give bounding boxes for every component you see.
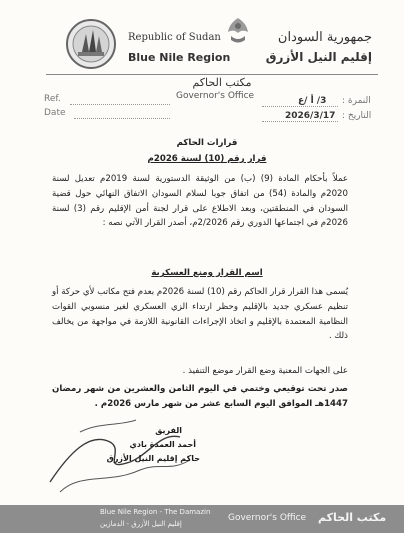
sudan-emblem-icon (226, 16, 250, 46)
decree-issued: صدر تحت توقيعي وختمي في اليوم الثامن والعشرين من شهر رمضان 1447هـ الموافق اليوم السابع عشر من شهر مارس 2026م . (52, 384, 348, 409)
republic-en: Republic of Sudan (128, 32, 221, 43)
footer-region-ar: إقليم النيل الأزرق - الدمازين (100, 520, 182, 528)
ref-label-ar: النمرة : (342, 96, 371, 106)
decree-number: قرار رقم (10) لسنة 2026م (147, 154, 267, 164)
ref-dots-ar (262, 106, 338, 107)
date-label-ar: التاريخ : (342, 111, 372, 121)
decree-clause: يُسمى هذا القرار قرار الحاكم رقم (10) لسنة 2026م بعدم فتح مكاتب لأي حركة أو تنظيم عسكري جديد بالإقليم وحظر ارتداء الزي العسكري لغير منسوبي القوات النظامية المعتمدة بالإقليم و اتخاذ الإجراءات القانونية اللازمة في مواجهة من يخالف ذلك . (52, 287, 349, 342)
signature-block (40, 412, 200, 502)
ref-dots (70, 104, 170, 105)
signer-title: حاكم إقليم النيل الأزرق (106, 454, 200, 463)
region-logo-icon (62, 18, 120, 70)
ref-value: 3/ أ /ع (298, 96, 327, 106)
footer-office-ar: مكتب الحاكم (318, 511, 387, 524)
republic-ar: جمهورية السودان (277, 30, 372, 45)
footer-bar (0, 505, 404, 533)
footer-region-en: Blue Nile Region - The Damazin (100, 508, 211, 516)
date-dots (74, 118, 170, 119)
ref-label: Ref. (44, 94, 61, 104)
decree-title: قرارات الحاكم (176, 138, 238, 148)
office-en: Governor's Office (176, 91, 255, 101)
footer-office-en: Governor's Office (228, 513, 307, 523)
signer-name: أحمد العمدة بادي (129, 440, 196, 449)
region-en: Blue Nile Region (128, 51, 231, 64)
decree-subtitle: اسم القرار ومنع العسكرية (151, 268, 263, 278)
region-ar: إقليم النيل الأزرق (265, 50, 372, 64)
date-value: 2026/3/17 (285, 111, 336, 121)
header-divider (46, 74, 378, 75)
decree-preamble: عملاً بأحكام المادة (9) (ب) من الوثيقة الدستورية لسنة 2019م تعديل لسنة 2020م والمادة (54) من اتفاق جوبا لسلام السودان الاتفاق النهائي حول قضية السودان في المنطقتين، وبعد الاطلاع على قرار لجنة أمن الإقليم رقم (3) لسنة 2026م في اجتماعها الدوري رقم 2/2026م، أصدر القرار الآتي نصه : (52, 174, 348, 229)
office-ar: مكتب الحاكم (192, 76, 252, 89)
decree-execution: على الجهات المعنية وضع القرار موضع التنفيذ . (182, 366, 348, 376)
date-dots-ar (262, 121, 338, 122)
date-label: Date (44, 108, 66, 118)
signer-rank: الفريق (155, 426, 182, 435)
